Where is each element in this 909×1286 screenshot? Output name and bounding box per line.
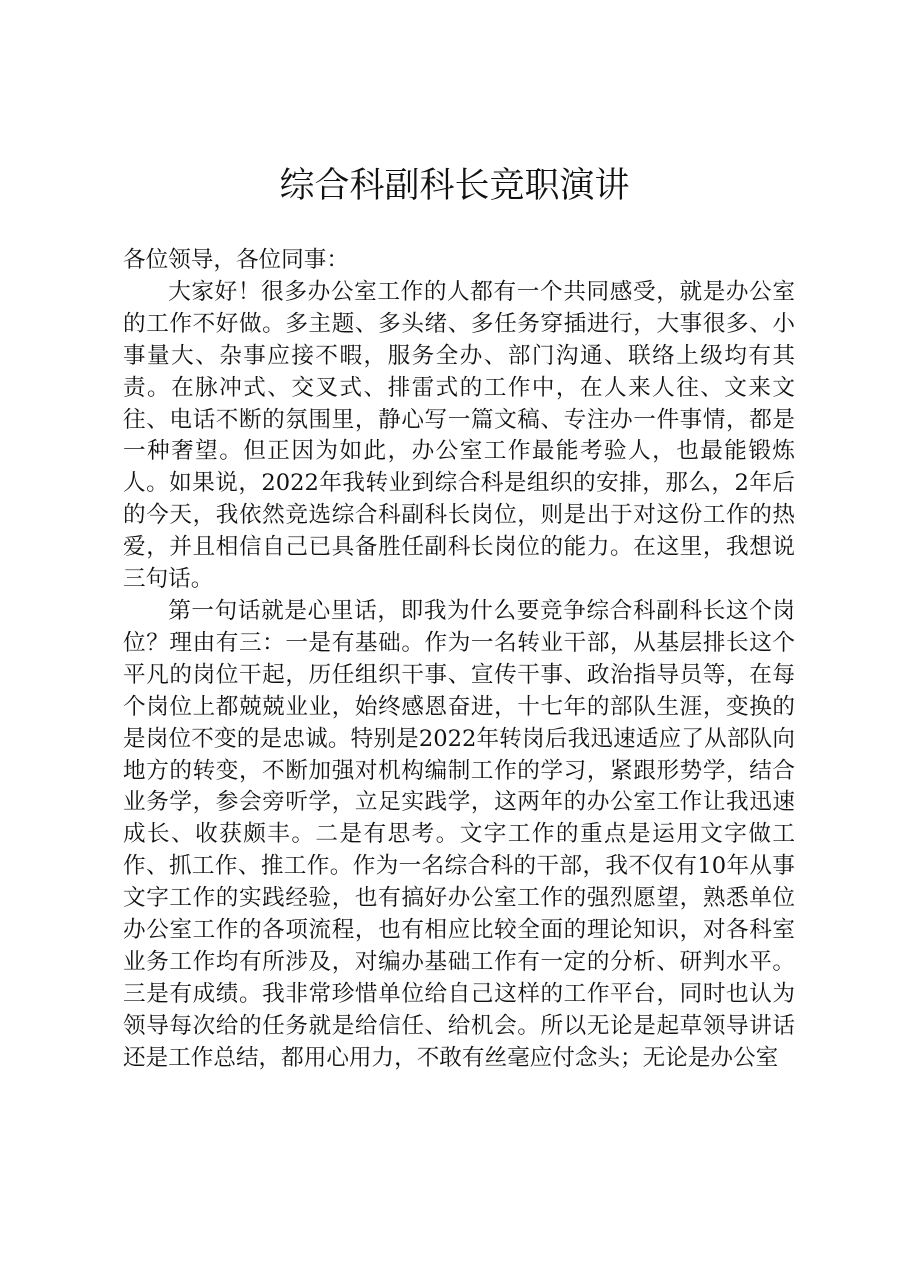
document-title: 综合科副科长竞职演讲 [279,166,630,206]
document-body [123,245,795,1075]
paragraph-1: 大家好！很多办公室工作的人都有一个共同感受，就是办公室的工作不好做。多主题、多头绪、多任务穿插进行，大事很多、小事量大、杂事应接不暇，服务全办、部门沟通、联络上级均有其责。在脉冲式、交叉式、排雷式的工作中，在人来人往、文来文往、电话不断的氛围里，静心写一篇文稿、专注办一件事情，都是一种奢望。但正因为如此，办公室工作最能考验人，也最能锻炼人。如果说，2022年我转业到综合科是组织的安排，那么，2年后的今天，我依然竞选综合科副科长岗位，则是出于对这份工作的热爱，并且相信自己已具备胜任副科长岗位的能力。在这里，我想说三句话。 [123,278,795,593]
salutation: 各位领导，各位同事： [123,247,349,273]
paragraph-2: 第一句话就是心里话，即我为什么要竞争综合科副科长这个岗位？理由有三：一是有基础。作为一名转业干部，从基层排长这个平凡的岗位干起，历任组织干事、宣传干事、政治指导员等，在每个岗位上都兢兢业业，始终感恩奋进，十七年的部队生涯，变换的是岗位不变的是忠诚。特别是2022年转岗后我迅速适应了从部队向地方的转变，不断加强对机构编制工作的学习，紧跟形势学，结合业务学，参会旁听学，立足实践学，这两年的办公室工作让我迅速成长、收获颇丰。二是有思考。文字工作的重点是运用文字做工作、抓工作、推工作。作为一名综合科的干部，我不仅有10年从事文字工作的实践经验，也有搞好办公室工作的强烈愿望，熟悉单位办公室工作的各项流程，也有相应比较全面的理论知识，对各科室业务工作均有所涉及，对编办基础工作有一定的分析、研判水平。三是有成绩。我非常珍惜单位给自己这样的工作平台，同时也认为领导每次给的任务就是给信任、给机会。所以无论是起草领导讲话还是工作总结，都用心用力，不敢有丝毫应付念头；无论是办公室 [123,597,795,1071]
